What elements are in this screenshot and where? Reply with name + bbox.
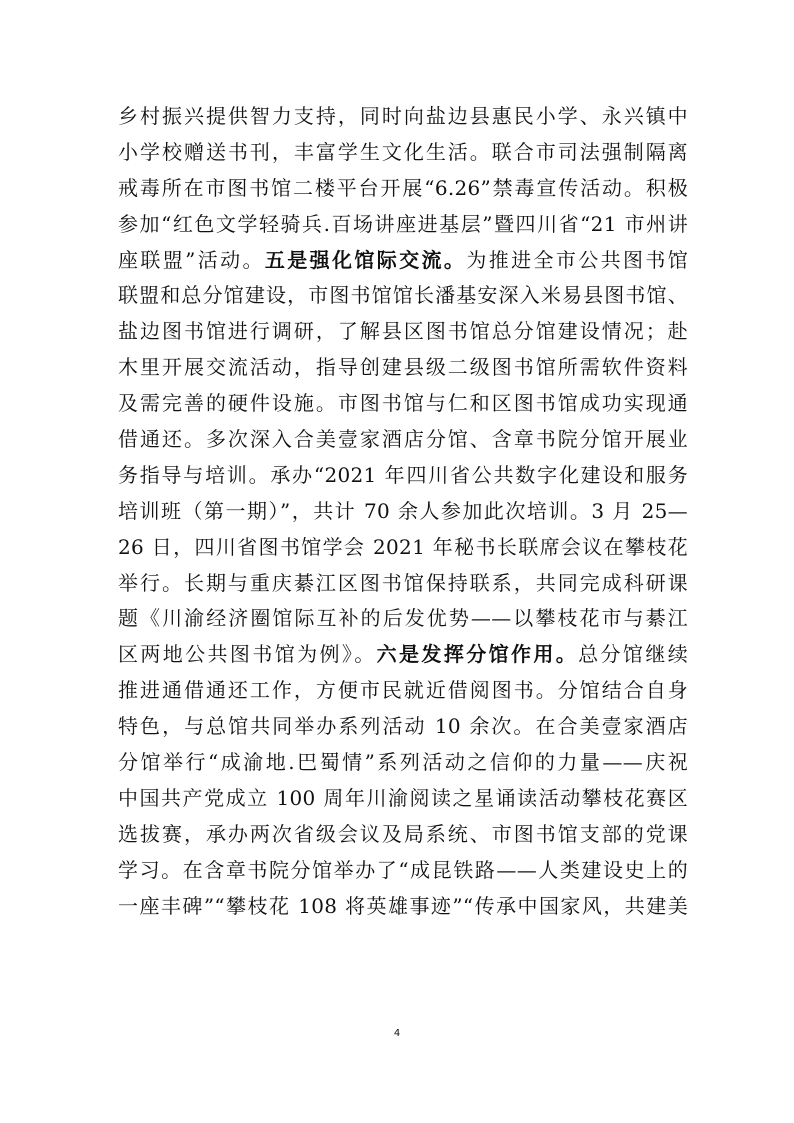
text-segment: 学习。在含章书院分馆举办了“成昆铁路——人类建设史上的 bbox=[118, 857, 688, 882]
text-line bbox=[118, 207, 688, 243]
text-line bbox=[118, 314, 688, 350]
bold-heading-segment: 六是发挥分馆作用。 bbox=[376, 642, 579, 667]
body-text bbox=[118, 99, 688, 924]
text-segment: 区两地公共图书馆为例》。 bbox=[118, 642, 377, 667]
text-line bbox=[118, 350, 688, 386]
text-segment: 乡村振兴提供智力支持，同时向盐边县惠民小学、永兴镇中 bbox=[118, 104, 688, 128]
text-line bbox=[118, 637, 688, 673]
text-segment: 一座丰碑”“攀枝花 108 将英雄事迹”“传承中国家风，共建美 bbox=[118, 893, 688, 918]
text-segment: 座联盟”活动。 bbox=[118, 247, 265, 272]
text-segment: 借通还。多次深入合美壹家酒店分馆、含章书院分馆开展业 bbox=[118, 427, 688, 452]
text-line bbox=[118, 243, 688, 279]
text-line bbox=[118, 889, 688, 925]
text-line bbox=[118, 745, 688, 781]
text-line bbox=[118, 386, 688, 422]
text-line bbox=[118, 601, 688, 637]
text-segment: 小学校赠送书刊，丰富学生文化生活。联合市司法强制隔离 bbox=[118, 139, 688, 164]
text-segment: 选拔赛，承办两次省级会议及局系统、市图书馆支部的党课 bbox=[118, 821, 688, 846]
text-line bbox=[118, 422, 688, 458]
text-line bbox=[118, 530, 688, 566]
text-segment: 参加“红色文学轻骑兵.百场讲座进基层”暨四川省“21 市州讲 bbox=[118, 211, 688, 236]
text-line bbox=[118, 781, 688, 817]
text-segment: 举行。长期与重庆綦江区图书馆保持联系，共同完成科研课 bbox=[118, 570, 688, 595]
text-segment: 26 日，四川省图书馆学会 2021 年秘书长联席会议在攀枝花 bbox=[118, 534, 688, 559]
text-segment: 联盟和总分馆建设，市图书馆馆长潘基安深入米易县图书馆、 bbox=[118, 283, 688, 308]
text-line bbox=[118, 709, 688, 745]
bold-heading-segment: 五是强化馆际交流。 bbox=[264, 247, 467, 272]
text-segment: 推进通借通还工作，方便市民就近借阅图书。分馆结合自身 bbox=[118, 678, 688, 703]
text-line bbox=[118, 171, 688, 207]
text-line bbox=[118, 135, 688, 171]
text-line bbox=[118, 566, 688, 602]
text-segment: 中国共产党成立 100 周年川渝阅读之星诵读活动攀枝花赛区 bbox=[118, 785, 688, 810]
text-line bbox=[118, 458, 688, 494]
text-line bbox=[118, 853, 688, 889]
text-line bbox=[118, 278, 688, 314]
text-segment: 特色，与总馆共同举办系列活动 10 余次。在合美壹家酒店 bbox=[118, 714, 688, 739]
text-segment: 戒毒所在市图书馆二楼平台开展“6.26”禁毒宣传活动。积极 bbox=[118, 175, 688, 200]
text-segment: 木里开展交流活动，指导创建县级二级图书馆所需软件资料 bbox=[118, 355, 688, 380]
text-line bbox=[118, 99, 688, 135]
text-line bbox=[118, 817, 688, 853]
text-segment: 务指导与培训。承办“2021 年四川省公共数字化建设和服务 bbox=[118, 462, 688, 487]
page-number: 4 bbox=[393, 1028, 401, 1039]
text-segment: 为推进全市公共图书馆 bbox=[466, 247, 689, 272]
text-segment: 及需完善的硬件设施。市图书馆与仁和区图书馆成功实现通 bbox=[118, 391, 688, 416]
text-segment: 培训班（第一期）”，共计 70 余人参加此次培训。3 月 25— bbox=[118, 498, 688, 523]
text-line bbox=[118, 673, 688, 709]
text-line bbox=[118, 494, 688, 530]
text-segment: 盐边图书馆进行调研，了解县区图书馆总分馆建设情况；赴 bbox=[118, 319, 688, 344]
text-segment: 分馆举行“成渝地.巴蜀情”系列活动之信仰的力量——庆祝 bbox=[118, 750, 688, 775]
text-segment: 总分馆继续 bbox=[578, 642, 689, 667]
text-segment: 题《川渝经济圈馆际互补的后发优势——以攀枝花市与綦江 bbox=[118, 606, 688, 631]
